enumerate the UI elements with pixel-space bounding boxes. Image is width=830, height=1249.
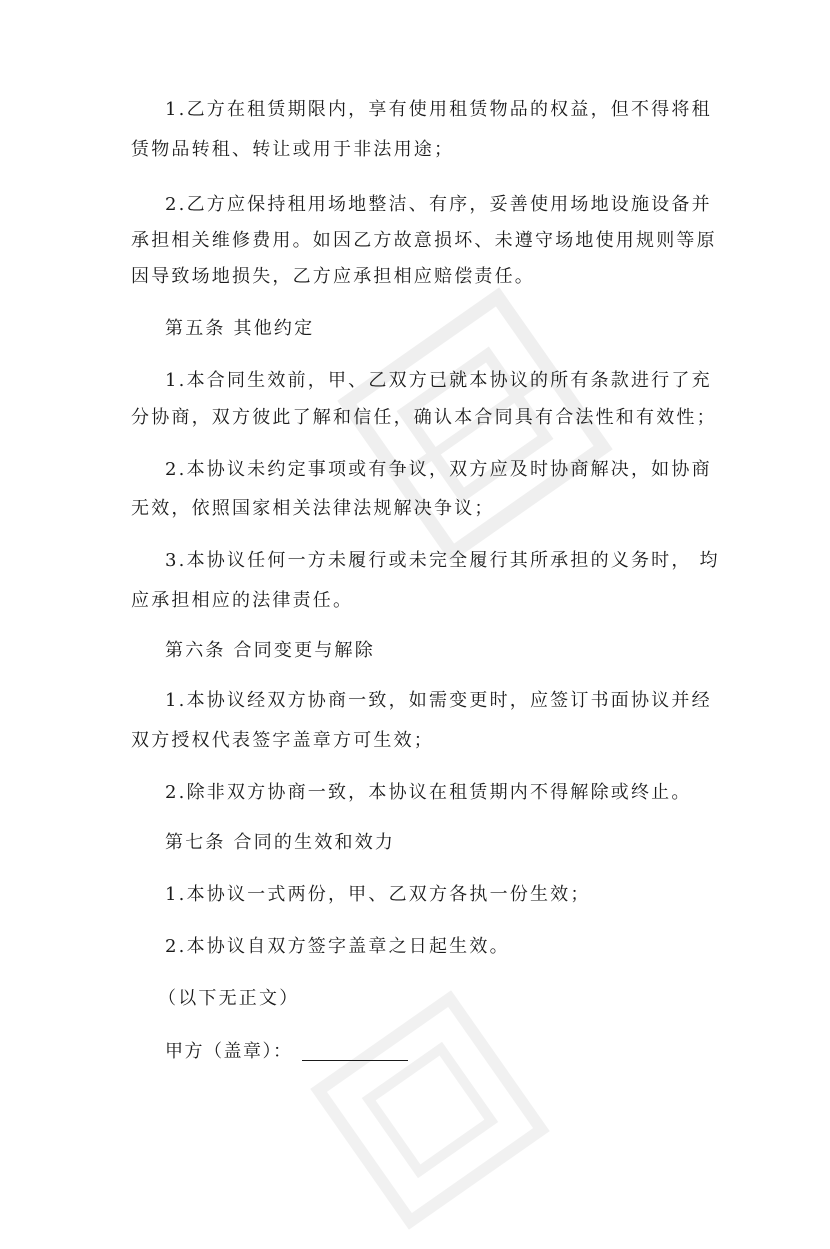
clause7-heading: 第七条 合同的生效和效力 [165, 832, 396, 853]
watermark-logo-icon-bottom [291, 971, 570, 1249]
clause4-item2-line3: 因导致场地损失，乙方应承担相应赔偿责任。 [131, 266, 535, 287]
clause4-item1-line1: 1.乙方在租赁期限内，享有使用租赁物品的权益，但不得将租 [165, 99, 712, 120]
clause6-item2-line1: 2.除非双方协商一致，本协议在租赁期内不得解除或终止。 [165, 782, 692, 803]
clause5-heading: 第五条 其他约定 [165, 318, 315, 339]
clause5-item3-line2: 应承担相应的法律责任。 [131, 590, 354, 611]
clause4-item1-line2: 赁物品转租、转让或用于非法用途； [131, 139, 455, 160]
party-a-seal-label: 甲方（盖章）： [165, 1041, 293, 1062]
clause7-item2-line1: 2.本协议自双方签字盖章之日起生效。 [165, 936, 510, 957]
party-a-signature-line[interactable] [302, 1060, 408, 1061]
no-more-text-note: （以下无正文） [158, 988, 300, 1009]
clause6-item1-line2: 双方授权代表签字盖章方可生效； [131, 730, 434, 751]
clause6-item1-line1: 1.本协议经双方协商一致，如需变更时，应签订书面协议并经 [165, 690, 712, 711]
clause5-item2-line1: 2.本协议未约定事项或有争议，双方应及时协商解决，如协商 [165, 459, 712, 480]
clause7-item1-line1: 1.本协议一式两份，甲、乙双方各执一份生效； [165, 884, 591, 905]
clause4-item2-line1: 2.乙方应保持租用场地整洁、有序，妥善使用场地设施设备并 [165, 194, 712, 215]
clause6-heading: 第六条 合同变更与解除 [165, 640, 375, 661]
clause4-item2-line2: 承担相关维修费用。如因乙方故意损坏、未遵守场地使用规则等原 [131, 230, 717, 251]
clause5-item2-line2: 无效，依照国家相关法律法规解决争议； [131, 498, 495, 519]
clause5-item1-line2: 分协商，双方彼此了解和信任，确认本合同具有合法性和有效性； [131, 407, 717, 428]
clause5-item1-line1: 1.本合同生效前，甲、乙双方已就本协议的所有条款进行了充 [165, 370, 712, 391]
clause5-item3-line1: 3.本协议任何一方未履行或未完全履行其所承担的义务时， 均 [165, 550, 720, 571]
